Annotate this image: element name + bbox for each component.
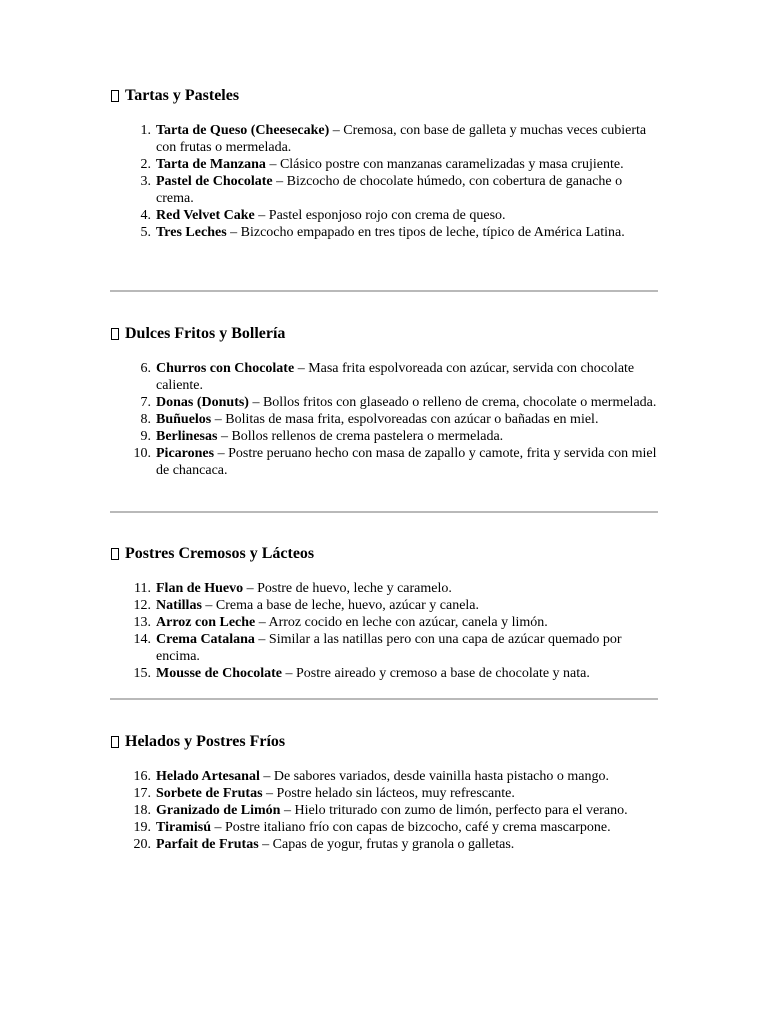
- list-item: 4. Red Velvet Cake – Pastel esponjoso rojo con crema de queso.: [140, 208, 506, 223]
- list-item: 1. Tarta de Queso (Cheesecake) – Cremosa, con base de galleta y muchas veces cubierta con frutas o mermelada.: [140, 123, 647, 155]
- emoji-placeholder-icon: [111, 328, 119, 340]
- section-heading: Helados y Postres Fríos: [110, 730, 658, 754]
- list-item: 9. Berlinesas – Bollos rellenos de crema pastelera o mermelada.: [140, 429, 504, 444]
- list-item: 12. Natillas – Crema a base de leche, huevo, azúcar y canela.: [133, 598, 480, 613]
- list-item: 10. Picarones – Postre peruano hecho con masa de zapallo y camote, frita y servida con miel de chancaca.: [133, 446, 657, 478]
- list-item: 11. Flan de Huevo – Postre de huevo, leche y caramelo.: [134, 581, 452, 596]
- dessert-list: [110, 768, 658, 853]
- section-helados-frios: [110, 730, 658, 853]
- section-divider: [110, 511, 658, 513]
- section-heading: Dulces Fritos y Bollería: [110, 322, 658, 346]
- list-item: 15. Mousse de Chocolate – Postre aireado y cremoso a base de chocolate y nata.: [133, 666, 590, 681]
- list-item: 16. Helado Artesanal – De sabores variados, desde vainilla hasta pistacho o mango.: [133, 769, 609, 784]
- list-item: 8. Buñuelos – Bolitas de masa frita, espolvoreadas con azúcar o bañadas en miel.: [140, 412, 599, 427]
- dessert-list: [110, 360, 658, 479]
- emoji-placeholder-icon: [111, 736, 119, 748]
- section-dulces-fritos: [110, 322, 658, 479]
- dessert-list: [110, 580, 658, 682]
- section-heading: Tartas y Pasteles: [110, 84, 658, 108]
- list-item: 18. Granizado de Limón – Hielo triturado con zumo de limón, perfecto para el verano.: [133, 803, 628, 818]
- list-item: 7. Donas (Donuts) – Bollos fritos con glaseado o relleno de crema, chocolate o mermelada.: [140, 395, 657, 410]
- section-divider: [110, 698, 658, 700]
- emoji-placeholder-icon: [111, 548, 119, 560]
- list-item: 2. Tarta de Manzana – Clásico postre con manzanas caramelizadas y masa crujiente.: [140, 157, 624, 172]
- dessert-list: [110, 122, 658, 241]
- emoji-placeholder-icon: [111, 90, 119, 102]
- list-item: 17. Sorbete de Frutas – Postre helado sin lácteos, muy refrescante.: [133, 786, 515, 801]
- section-postres-cremosos: [110, 542, 658, 682]
- list-item: 13. Arroz con Leche – Arroz cocido en leche con azúcar, canela y limón.: [133, 615, 548, 630]
- list-item: 3. Pastel de Chocolate – Bizcocho de chocolate húmedo, con cobertura de ganache o crema.: [140, 174, 623, 206]
- list-item: 14. Crema Catalana – Similar a las natillas pero con una capa de azúcar quemado por encima.: [133, 632, 622, 664]
- list-item: 20. Parfait de Frutas – Capas de yogur, frutas y granola o galletas.: [133, 837, 515, 852]
- list-item: 6. Churros con Chocolate – Masa frita espolvoreada con azúcar, servida con chocolate caliente.: [140, 361, 635, 393]
- section-divider: [110, 290, 658, 292]
- section-heading: Postres Cremosos y Lácteos: [110, 542, 658, 566]
- list-item: 19. Tiramisú – Postre italiano frío con capas de bizcocho, café y crema mascarpone.: [133, 820, 611, 835]
- section-tartas-pasteles: [110, 84, 658, 241]
- list-item: 5. Tres Leches – Bizcocho empapado en tres tipos de leche, típico de América Latina.: [140, 225, 625, 240]
